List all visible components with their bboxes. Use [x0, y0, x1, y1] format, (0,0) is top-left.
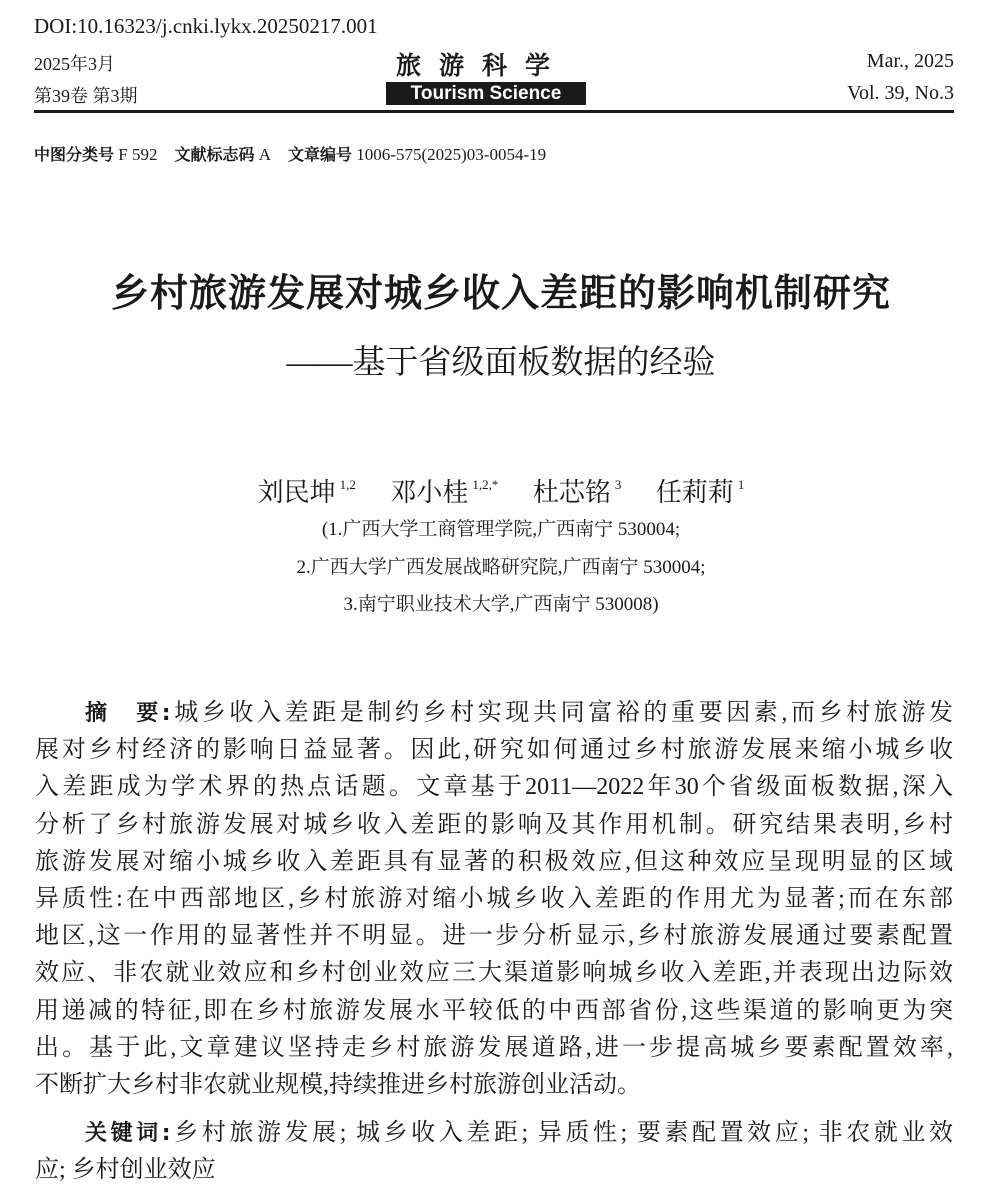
abstract-line: [35, 804, 953, 839]
abstract-text: 分析了乡村旅游发展对城乡收入差距的影响及其作用机制。研究结果表明,乡村: [35, 811, 953, 838]
volume-en: Vol. 39, No.3: [847, 82, 954, 104]
issue-date-en: Mar., 2025: [866, 50, 954, 72]
abstract-label: 摘 要:: [85, 701, 171, 726]
keywords-label: 关键词:: [85, 1121, 171, 1146]
author: [656, 478, 745, 507]
paper-subtitle: ——基于省级面板数据的经验: [286, 345, 716, 381]
abstract-text: 效应、非农就业效应和乡村创业效应三大渠道影响城乡收入差距,并表现出边际效: [35, 960, 953, 987]
keywords-text: 应; 乡村创业效应: [35, 1157, 216, 1183]
doc-code-value: A: [258, 145, 272, 164]
abstract-text: 地区,这一作用的显著性并不明显。进一步分析显示,乡村旅游发展通过要素配置: [35, 923, 953, 950]
journal-name-cn: 旅游科学: [396, 53, 569, 80]
affiliation: (1.广西大学工商管理学院,广西南宁 530004;: [321, 519, 681, 540]
keywords-text: 乡村旅游发展; 城乡收入差距; 异质性; 要素配置效应; 非农就业效: [170, 1120, 953, 1146]
abstract-line: [85, 692, 953, 727]
author-affiliation-mark: 1,2: [339, 477, 356, 492]
paper-title: 乡村旅游发展对城乡收入差距的影响机制研究: [110, 271, 891, 315]
author-name: 任莉莉: [655, 478, 734, 507]
author-list: [0, 472, 1002, 509]
author-name: 刘民坤: [257, 478, 336, 507]
doi: DOI:10.16323/j.cnki.lykx.20250217.001: [34, 14, 378, 38]
author: [533, 478, 622, 507]
author: [390, 478, 498, 507]
author-affiliation-mark: 1: [737, 477, 745, 492]
abstract-line: [35, 729, 953, 764]
affiliation: 2.广西大学广西发展战略研究院,广西南宁 530004;: [296, 557, 706, 578]
keywords-line: [35, 1149, 953, 1184]
header-divider: [34, 110, 954, 113]
keywords-line: [85, 1112, 953, 1147]
author-affiliation-mark: 3: [614, 477, 622, 492]
abstract-line: [35, 952, 953, 987]
abstract-text: 用递减的特征,即在乡村旅游发展水平较低的中西部省份,这些渠道的影响更为突: [35, 997, 953, 1024]
abstract-text: 入差距成为学术界的热点话题。文章基于2011—2022年30个省级面板数据,深入: [35, 774, 953, 801]
abstract-line: [35, 841, 953, 876]
abstract-text: 旅游发展对缩小城乡收入差距具有显著的积极效应,但这种效应呈现明显的区域: [35, 848, 953, 875]
abstract-text: 展对乡村经济的影响日益显著。因此,研究如何通过乡村旅游发展来缩小城乡收: [35, 737, 953, 764]
abstract-line: [35, 1027, 953, 1062]
abstract-text: 不断扩大乡村非农就业规模,持续推进乡村旅游创业活动。: [35, 1072, 641, 1098]
author: [258, 478, 356, 507]
abstract-text: 出。基于此,文章建议坚持走乡村旅游发展道路,进一步提高城乡要素配置效率,: [35, 1034, 953, 1061]
abstract-text: 城乡收入差距是制约乡村实现共同富裕的重要因素,而乡村旅游发: [170, 700, 953, 726]
abstract-line: [35, 1064, 953, 1099]
abstract-line: [35, 915, 953, 950]
abstract-line: [35, 766, 953, 801]
clc-label: 中图分类号: [34, 145, 115, 164]
classification-line: [34, 142, 546, 165]
clc-value: F 592: [118, 145, 158, 164]
abstract-line: [35, 990, 953, 1025]
abstract-text: 异质性:在中西部地区,乡村旅游对缩小城乡收入差距的作用尤为显著;而在东部: [35, 886, 953, 912]
affiliation: 3.南宁职业技术大学,广西南宁 530008): [343, 594, 659, 615]
abstract-line: [35, 878, 953, 913]
doc-code-label: 文献标志码: [174, 145, 255, 164]
author-name: 杜芯铭: [532, 478, 611, 507]
issue-date-cn: 2025年3月: [34, 54, 115, 74]
article-number-value: 1006-575(2025)03-0054-19: [356, 145, 547, 164]
article-number-label: 文章编号: [288, 145, 353, 164]
journal-name-en: Tourism Science: [386, 82, 586, 105]
author-affiliation-mark: 1,2,*: [472, 477, 499, 492]
volume-cn: 第39卷 第3期: [34, 86, 138, 106]
author-name: 邓小桂: [390, 478, 469, 507]
